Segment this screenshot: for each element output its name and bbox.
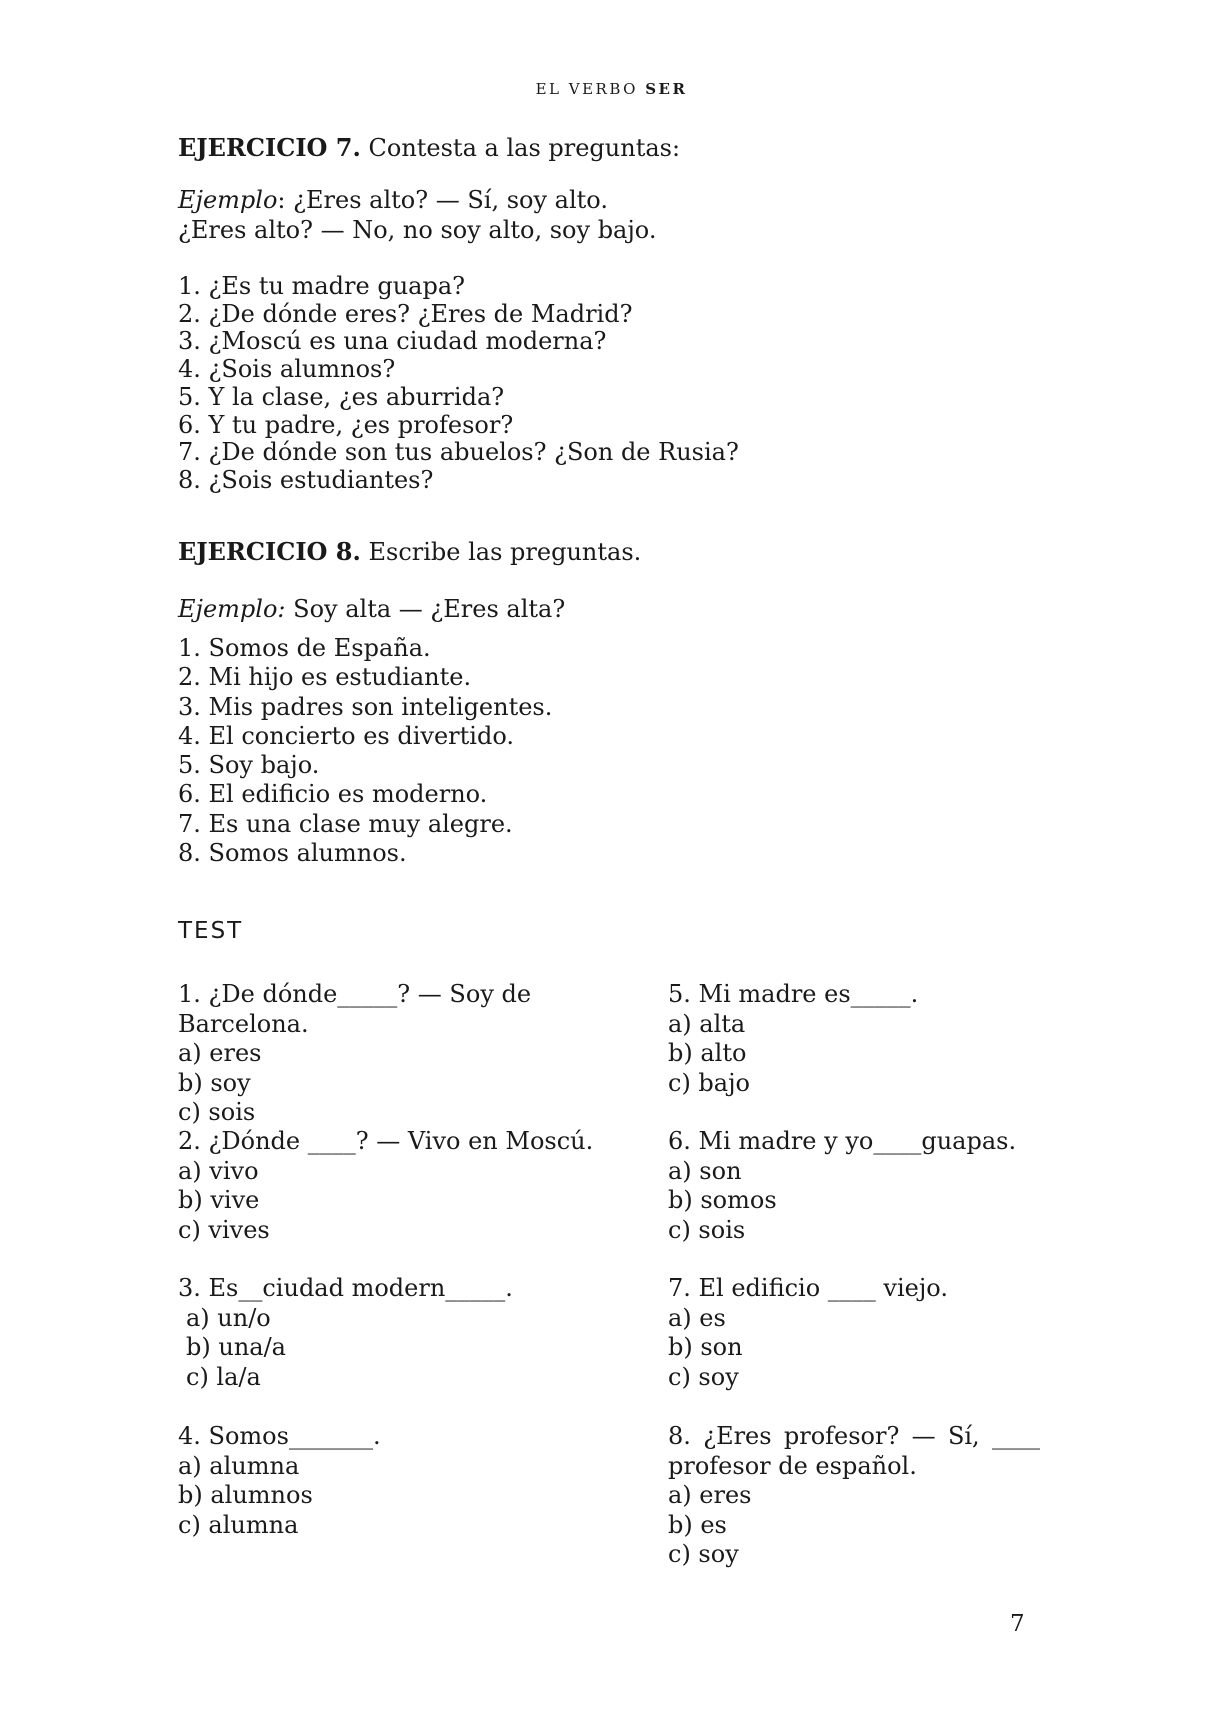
exercise-7-example-text: : ¿Eres alto? — Sí, soy alto. bbox=[277, 186, 608, 214]
exercise-8-label: EJERCICIO 8. bbox=[178, 537, 361, 566]
test-option: b) alto bbox=[668, 1039, 747, 1067]
test-question-text: 1. ¿De dónde_____? — Soy de Barcelona. bbox=[178, 980, 532, 1038]
test-question-7 bbox=[668, 1274, 1040, 1392]
list-item: 3. Mis padres son inteligentes. bbox=[178, 692, 553, 721]
exercise-7-questions bbox=[178, 273, 1038, 495]
test-option: c) vives bbox=[178, 1215, 270, 1244]
test-option: b) son bbox=[668, 1333, 743, 1361]
test-options bbox=[668, 1304, 1040, 1393]
exercise-8-title bbox=[178, 537, 1038, 567]
list-item: 8. Somos alumnos. bbox=[178, 839, 407, 868]
list-item: 2. ¿De dónde eres? ¿Eres de Madrid? bbox=[178, 299, 633, 328]
test-question-6 bbox=[668, 1127, 1040, 1245]
test-option: a) alta bbox=[668, 1009, 746, 1038]
test-option: a) vivo bbox=[178, 1156, 259, 1185]
test-question-1 bbox=[178, 980, 648, 1128]
list-item: 8. ¿Sois estudiantes? bbox=[178, 465, 434, 494]
test-question-text: 7. El edificio ____ viejo. bbox=[668, 1274, 948, 1302]
test-question-3 bbox=[178, 1274, 648, 1392]
exercise-7-example-word: Ejemplo bbox=[178, 186, 278, 214]
test-options bbox=[178, 1039, 648, 1128]
list-item: 1. Somos de España. bbox=[178, 634, 431, 662]
exercise-7-label: EJERCICIO 7. bbox=[178, 133, 361, 162]
test-option: b) soy bbox=[178, 1068, 251, 1097]
test-question-text: 8. ¿Eres profesor? — Sí, ____ profesor de español. bbox=[668, 1422, 1040, 1480]
exercise-7-instruction: Contesta a las preguntas: bbox=[368, 134, 681, 162]
test-options bbox=[668, 1010, 1040, 1099]
test-question-text: 2. ¿Dónde ____? — Vivo en Moscú. bbox=[178, 1127, 594, 1155]
page-number: 7 bbox=[1010, 1611, 1025, 1637]
test-option: a) alumna bbox=[178, 1451, 300, 1480]
exercise-8-example-word: Ejemplo: bbox=[178, 595, 286, 623]
exercise-8-example-text: Soy alta — ¿Eres alta? bbox=[293, 595, 566, 623]
list-item: 7. Es una clase muy alegre. bbox=[178, 809, 513, 838]
list-item: 5. Y la clase, ¿es aburrida? bbox=[178, 382, 505, 411]
test-option: a) eres bbox=[668, 1481, 752, 1509]
test-options bbox=[668, 1157, 1040, 1246]
test-option: b) una/a bbox=[186, 1333, 286, 1361]
exercise-8 bbox=[178, 537, 1038, 567]
exercise-8-example-line bbox=[178, 594, 1038, 624]
test-question-8 bbox=[668, 1422, 1040, 1570]
test-option: a) un/o bbox=[186, 1303, 271, 1332]
test-options bbox=[178, 1157, 648, 1246]
exercise-8-example bbox=[178, 594, 1038, 624]
test-option: a) eres bbox=[178, 1039, 262, 1067]
exercise-7-example-line1 bbox=[178, 185, 1038, 215]
running-head bbox=[0, 80, 1223, 98]
exercise-7-title bbox=[178, 133, 1038, 163]
list-item: 5. Soy bajo. bbox=[178, 751, 320, 780]
list-item: 1. ¿Es tu madre guapa? bbox=[178, 272, 465, 300]
test-option: b) es bbox=[668, 1510, 727, 1539]
exercise-7-example-line2: ¿Eres alto? — No, no soy alto, soy bajo. bbox=[178, 216, 657, 244]
test-option: c) soy bbox=[668, 1540, 739, 1568]
test-heading: TEST bbox=[178, 918, 244, 944]
test-question-text: 4. Somos_______. bbox=[178, 1422, 381, 1450]
test-option: a) son bbox=[668, 1156, 742, 1185]
list-item: 4. El concierto es divertido. bbox=[178, 721, 514, 750]
test-option: c) la/a bbox=[186, 1362, 261, 1391]
exercise-8-sentences bbox=[178, 634, 1038, 868]
test-question-text: 3. Es__ciudad modern_____. bbox=[178, 1274, 513, 1302]
list-item: 6. El edificio es moderno. bbox=[178, 780, 488, 809]
test-question-4 bbox=[178, 1422, 648, 1540]
exercise-8-instruction: Escribe las preguntas. bbox=[368, 538, 642, 566]
test-question-5 bbox=[668, 980, 1040, 1098]
test-option: b) somos bbox=[668, 1186, 777, 1214]
test-question-2 bbox=[178, 1127, 648, 1245]
test-option: a) es bbox=[668, 1303, 726, 1332]
test-option: c) alumna bbox=[178, 1510, 299, 1539]
test-options bbox=[668, 1481, 1040, 1570]
exercise-7-list bbox=[178, 273, 1038, 495]
test-option: c) bajo bbox=[668, 1068, 750, 1097]
test-option: c) sois bbox=[668, 1215, 746, 1244]
test-option: b) alumnos bbox=[178, 1481, 313, 1509]
test-options bbox=[178, 1304, 648, 1393]
list-item: 7. ¿De dónde son tus abuelos? ¿Son de Rusia? bbox=[178, 438, 739, 467]
exercise-7-example bbox=[178, 185, 1038, 245]
running-head-bold: SER bbox=[645, 80, 688, 98]
test-option: b) vive bbox=[178, 1186, 260, 1214]
test-option: c) soy bbox=[668, 1362, 739, 1391]
test-question-text: 5. Mi madre es_____. bbox=[668, 980, 919, 1008]
list-item: 4. ¿Sois alumnos? bbox=[178, 355, 396, 384]
list-item: 2. Mi hijo es estudiante. bbox=[178, 663, 472, 692]
list-item: 6. Y tu padre, ¿es profesor? bbox=[178, 410, 514, 439]
test-options bbox=[178, 1452, 648, 1541]
test-question-text: 6. Mi madre y yo____guapas. bbox=[668, 1127, 1017, 1155]
list-item: 3. ¿Moscú es una ciudad moderna? bbox=[178, 327, 607, 356]
test-option: c) sois bbox=[178, 1098, 256, 1126]
exercise-7 bbox=[178, 133, 1038, 163]
running-head-prefix: EL VERBO bbox=[535, 80, 638, 98]
exercise-8-list bbox=[178, 634, 1038, 868]
